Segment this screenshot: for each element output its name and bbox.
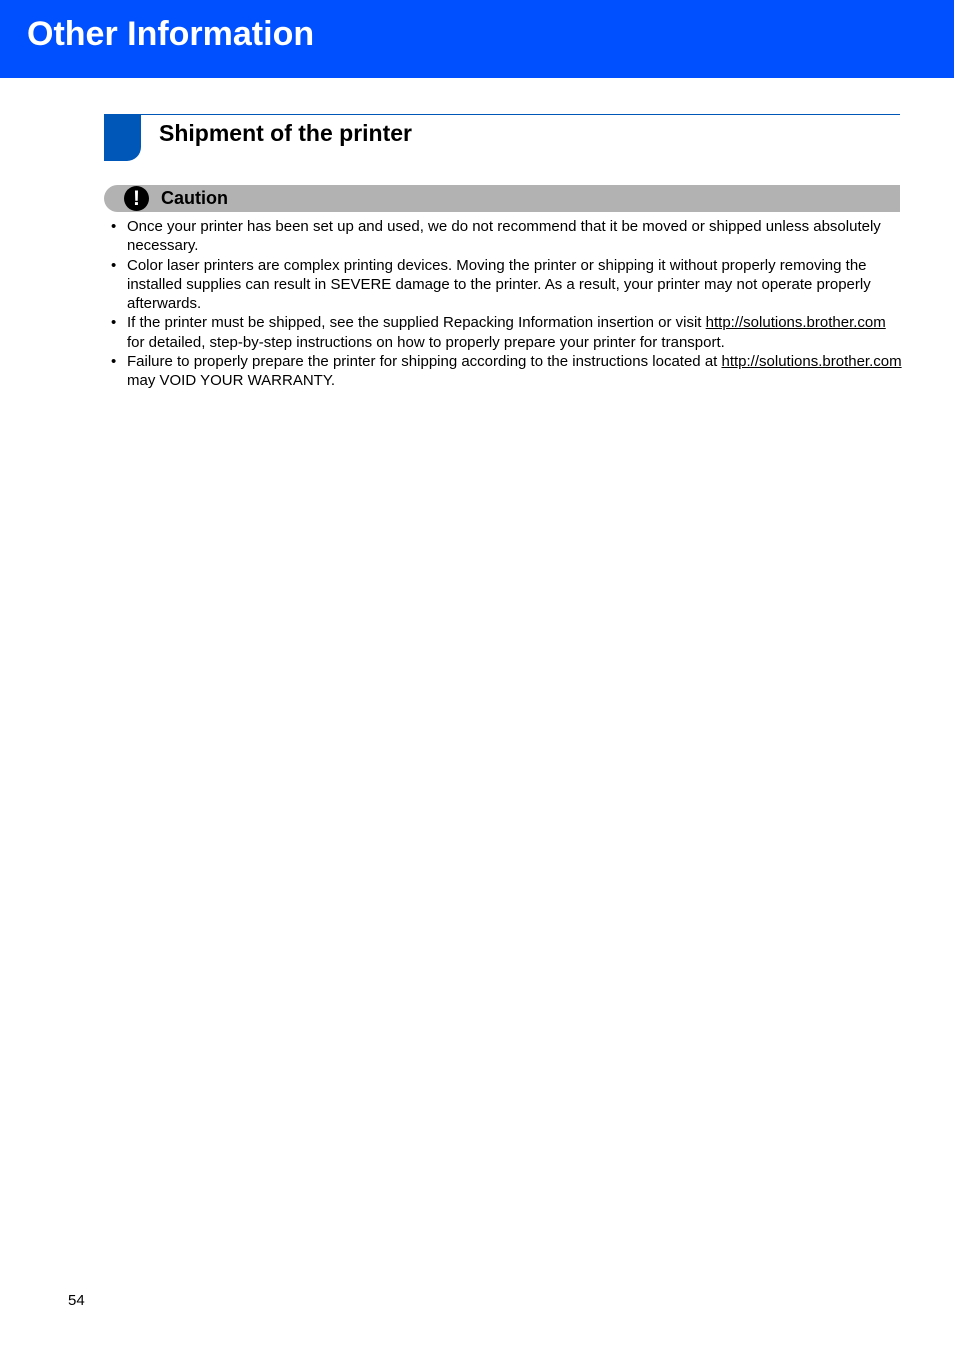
caution-item-text: If the printer must be shipped, see the supplied Repacking Information insertion or visit — [127, 314, 706, 332]
bullet: • — [111, 314, 117, 332]
caution-item — [104, 313, 904, 352]
caution-item-text: may VOID YOUR WARRANTY. — [127, 372, 336, 390]
solutions-link[interactable]: http://solutions.brother.com — [705, 314, 886, 332]
bullet: • — [111, 256, 117, 274]
bullet: • — [111, 218, 117, 235]
caution-item — [104, 217, 904, 256]
caution-bar — [104, 185, 900, 212]
caution-list — [104, 217, 904, 391]
page-number: 54 — [68, 1292, 85, 1309]
caution-item — [104, 352, 904, 391]
section-tab-marker — [104, 114, 141, 161]
chapter-title: Other Information — [27, 15, 315, 53]
solutions-link[interactable]: http://solutions.brother.com — [721, 353, 902, 371]
caution-item-text: for detailed, step-by-step instructions on how to properly prepare your printer for transport. — [127, 333, 725, 351]
caution-label: Caution — [161, 188, 228, 208]
caution-item — [104, 256, 904, 314]
exclamation-icon: ! — [124, 186, 149, 211]
caution-item-text: Failure to properly prepare the printer for shipping according to the instructions located at — [127, 353, 722, 371]
chapter-header-band — [0, 0, 954, 78]
caution-item-text: Color laser printers are complex printing devices. Moving the printer or shipping it without properly removing the installed supplies can result in SEVERE damage to the printer. As a result, your printer may not operate properly afterwards. — [127, 256, 871, 313]
section-title: Shipment of the printer — [159, 120, 412, 146]
caution-item-text: Once your printer has been set up and used, we do not recommend that it be moved or shipped unless absolutely necessary. — [127, 218, 881, 255]
section-rule — [104, 114, 900, 115]
bullet: • — [111, 353, 117, 371]
